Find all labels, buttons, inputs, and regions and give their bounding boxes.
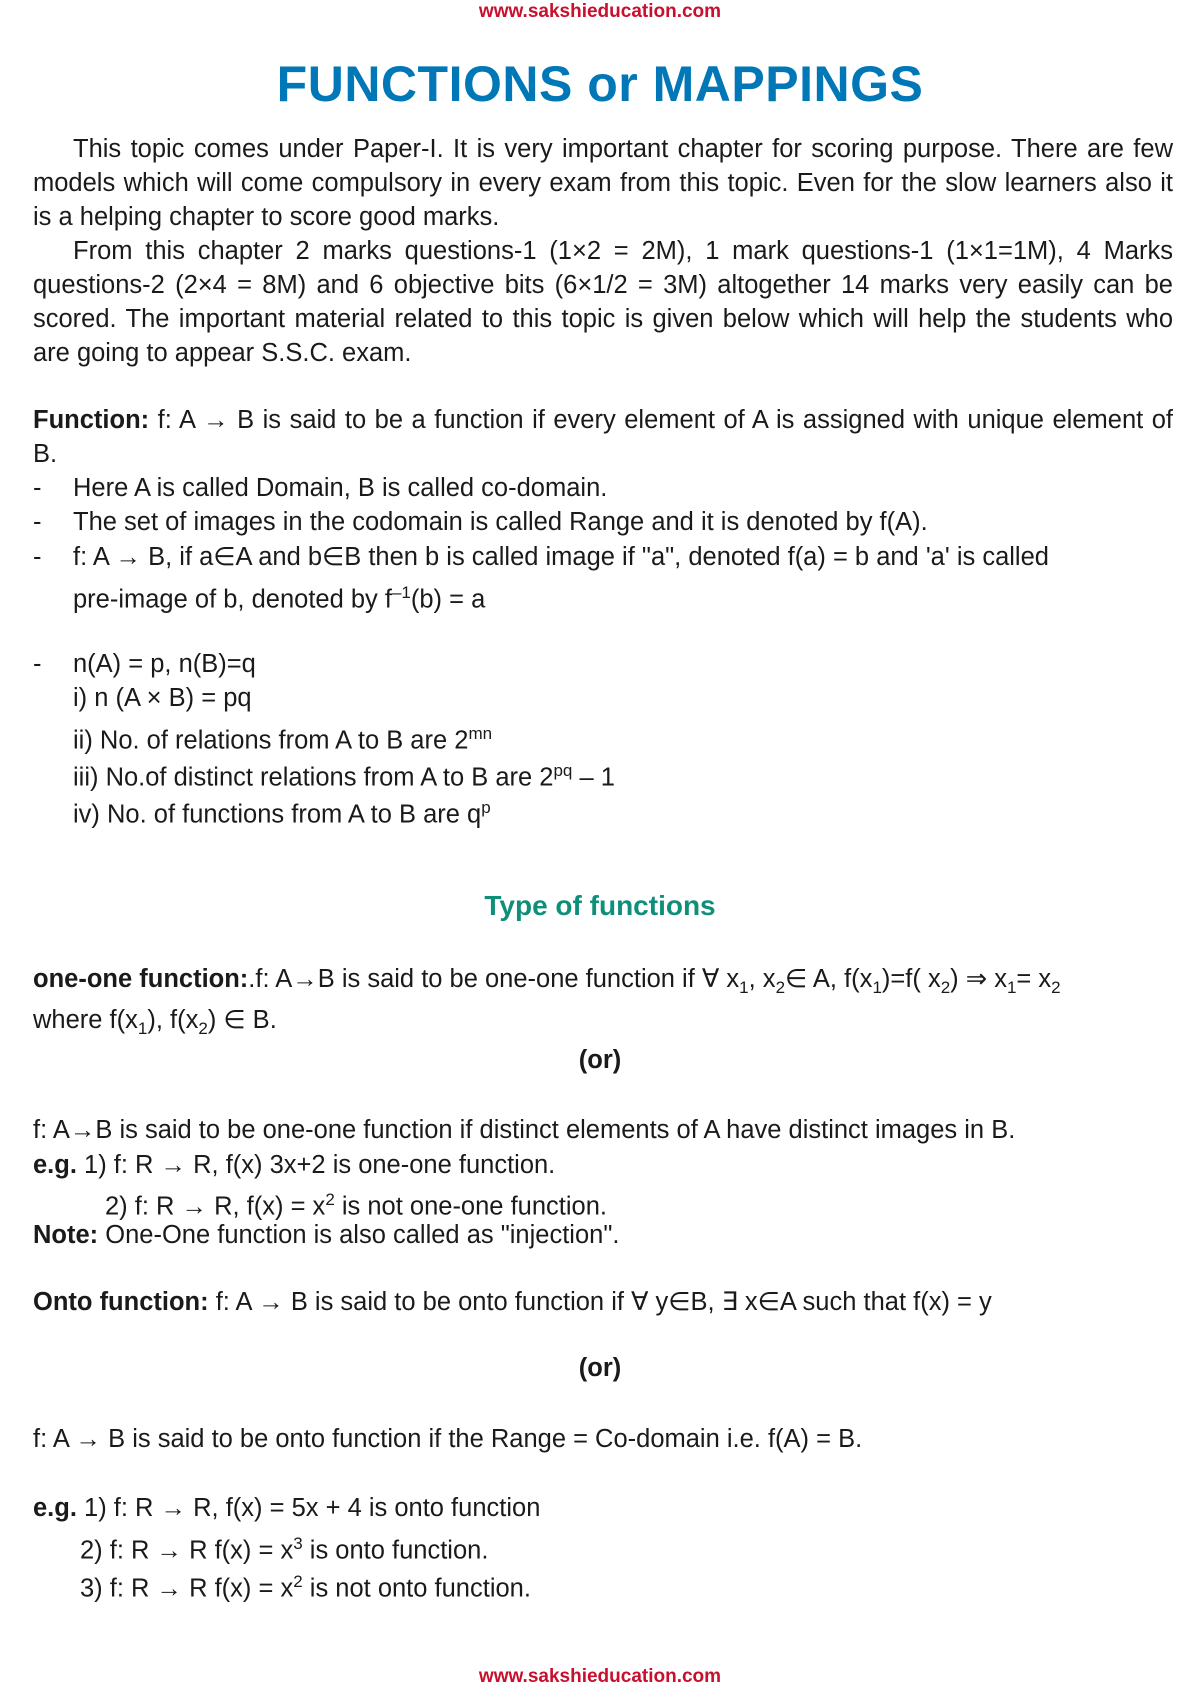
count-tail: – 1: [572, 763, 615, 792]
eg-label: e.g.: [33, 1151, 77, 1179]
eg-label: e.g.: [33, 1494, 77, 1522]
eg-text: 1) f: R → R, f(x) = 5x + 4 is onto function: [76, 1494, 541, 1522]
count-superscript: pq: [553, 761, 573, 780]
eg-superscript: 2: [325, 1190, 335, 1209]
onto-text: f: A → B is said to be onto function if ∀ y∈B, ∃ x∈A such that f(x) = y: [208, 1288, 992, 1316]
count-text: ii) No. of relations from A to B are 2: [73, 726, 469, 755]
or-separator: (or): [578, 1354, 622, 1382]
note-text: One-One function is also called as "injection".: [98, 1221, 620, 1249]
count-text: iv) No. of functions from A to B are q: [73, 800, 482, 829]
bullet-dash: -: [33, 543, 42, 571]
eg-superscript: 3: [293, 1534, 303, 1553]
one-one-note: [33, 1218, 1173, 1252]
eg-text: 2) f: R → R, f(x) = x: [105, 1192, 326, 1221]
bullet-text: Here A is called Domain, B is called co-domain.: [73, 474, 608, 502]
one-one-where-text: where f(x: [33, 1006, 138, 1034]
onto-example-1: [33, 1491, 1173, 1525]
footer-url[interactable]: www.sakshieducation.com: [478, 1666, 722, 1687]
onto-definition: [33, 1285, 1173, 1319]
onto-example-3: [80, 1565, 1200, 1606]
one-one-alt-definition: f: A→B is said to be one-one function if distinct elements of A have distinct images in B.: [33, 1116, 1016, 1144]
preimage-tail: (b) = a: [410, 585, 486, 614]
eg-text: 1) f: R → R, f(x) 3x+2 is one-one function.: [76, 1151, 556, 1179]
intro-paragraph-2: From this chapter 2 marks questions-1 (1×2 = 2M), 1 mark questions-1 (1×1=1M), 4 Marks questions-2 (2×4 = 8M) and 6 objective bits (6×1/2 = 3M) altogether 14 marks very easily can be scored. The important material related to this topic is given below which will help the students who are going to appear S.S.C. exam.: [33, 237, 1173, 367]
eg-text: 3) f: R → R f(x) = x: [80, 1574, 294, 1603]
section-title-types: Type of functions: [484, 890, 716, 921]
bullet-text: The set of images in the codomain is called Range and it is denoted by f(A).: [73, 508, 928, 536]
eg-tail: is not onto function.: [302, 1574, 531, 1603]
inverse-superscript: –1: [391, 583, 411, 602]
eg-text: 2) f: R → R f(x) = x: [80, 1536, 294, 1565]
count-text: iii) No.of distinct relations from A to B are 2: [73, 763, 554, 792]
onto-alt-definition: f: A → B is said to be onto function if the Range = Co-domain i.e. f(A) = B.: [33, 1425, 863, 1453]
one-one-definition: one-one function:.f: A→B is said to be one-one function if ∀ $x_1$, $x_2\in$ A, $f(x_1)=f$( $x_2$) ⇒ $x_1= x_2$: [33, 965, 1061, 998]
preimage-text: pre-image of b, denoted by f: [73, 585, 392, 614]
one-one-text: .f: A→B is said to be one-one function if ∀ x: [248, 965, 740, 993]
count-text: i) n (A × B) = pq: [73, 684, 252, 712]
bullet-dash: -: [33, 508, 42, 536]
bullet-dash: -: [33, 474, 42, 502]
count-superscript: mn: [468, 724, 493, 743]
eg-superscript: 2: [293, 1572, 303, 1591]
or-separator: (or): [578, 1046, 622, 1074]
count-superscript: p: [481, 798, 491, 817]
eg-tail: is onto function.: [302, 1536, 489, 1565]
onto-label: Onto function:: [33, 1288, 209, 1316]
onto-example-2: [80, 1527, 1200, 1568]
function-definition-text: f: A → B is said to be a function if every element of A is assigned with unique element of B.: [33, 406, 1173, 468]
function-definition: [33, 403, 1173, 471]
eg-tail: is not one-one function.: [334, 1192, 607, 1221]
bullet-dash: -: [33, 650, 42, 678]
page-title: FUNCTIONS or MAPPINGS: [276, 56, 924, 112]
bullet-text: f: A → B, if a∈A and b∈B then b is called image if "a", denoted f(a) = b and 'a' is called: [73, 543, 1049, 571]
intro-paragraph-1: This topic comes under Paper-I. It is very important chapter for scoring purpose. There are few models which will come compulsory in every exam from this topic. Even for the slow learners also it is a helping chapter to score good marks.: [33, 135, 1173, 231]
header-url[interactable]: www.sakshieducation.com: [478, 1, 722, 22]
one-one-label: one-one function:: [33, 965, 249, 993]
one-one-where: where $f(x_1)$, $f(x_2)$ ∈ B.: [33, 1006, 277, 1039]
counts-intro: n(A) = p, n(B)=q: [73, 650, 256, 678]
function-label: Function:: [33, 406, 150, 434]
one-one-example-1: [33, 1148, 1173, 1182]
note-label: Note:: [33, 1221, 99, 1249]
